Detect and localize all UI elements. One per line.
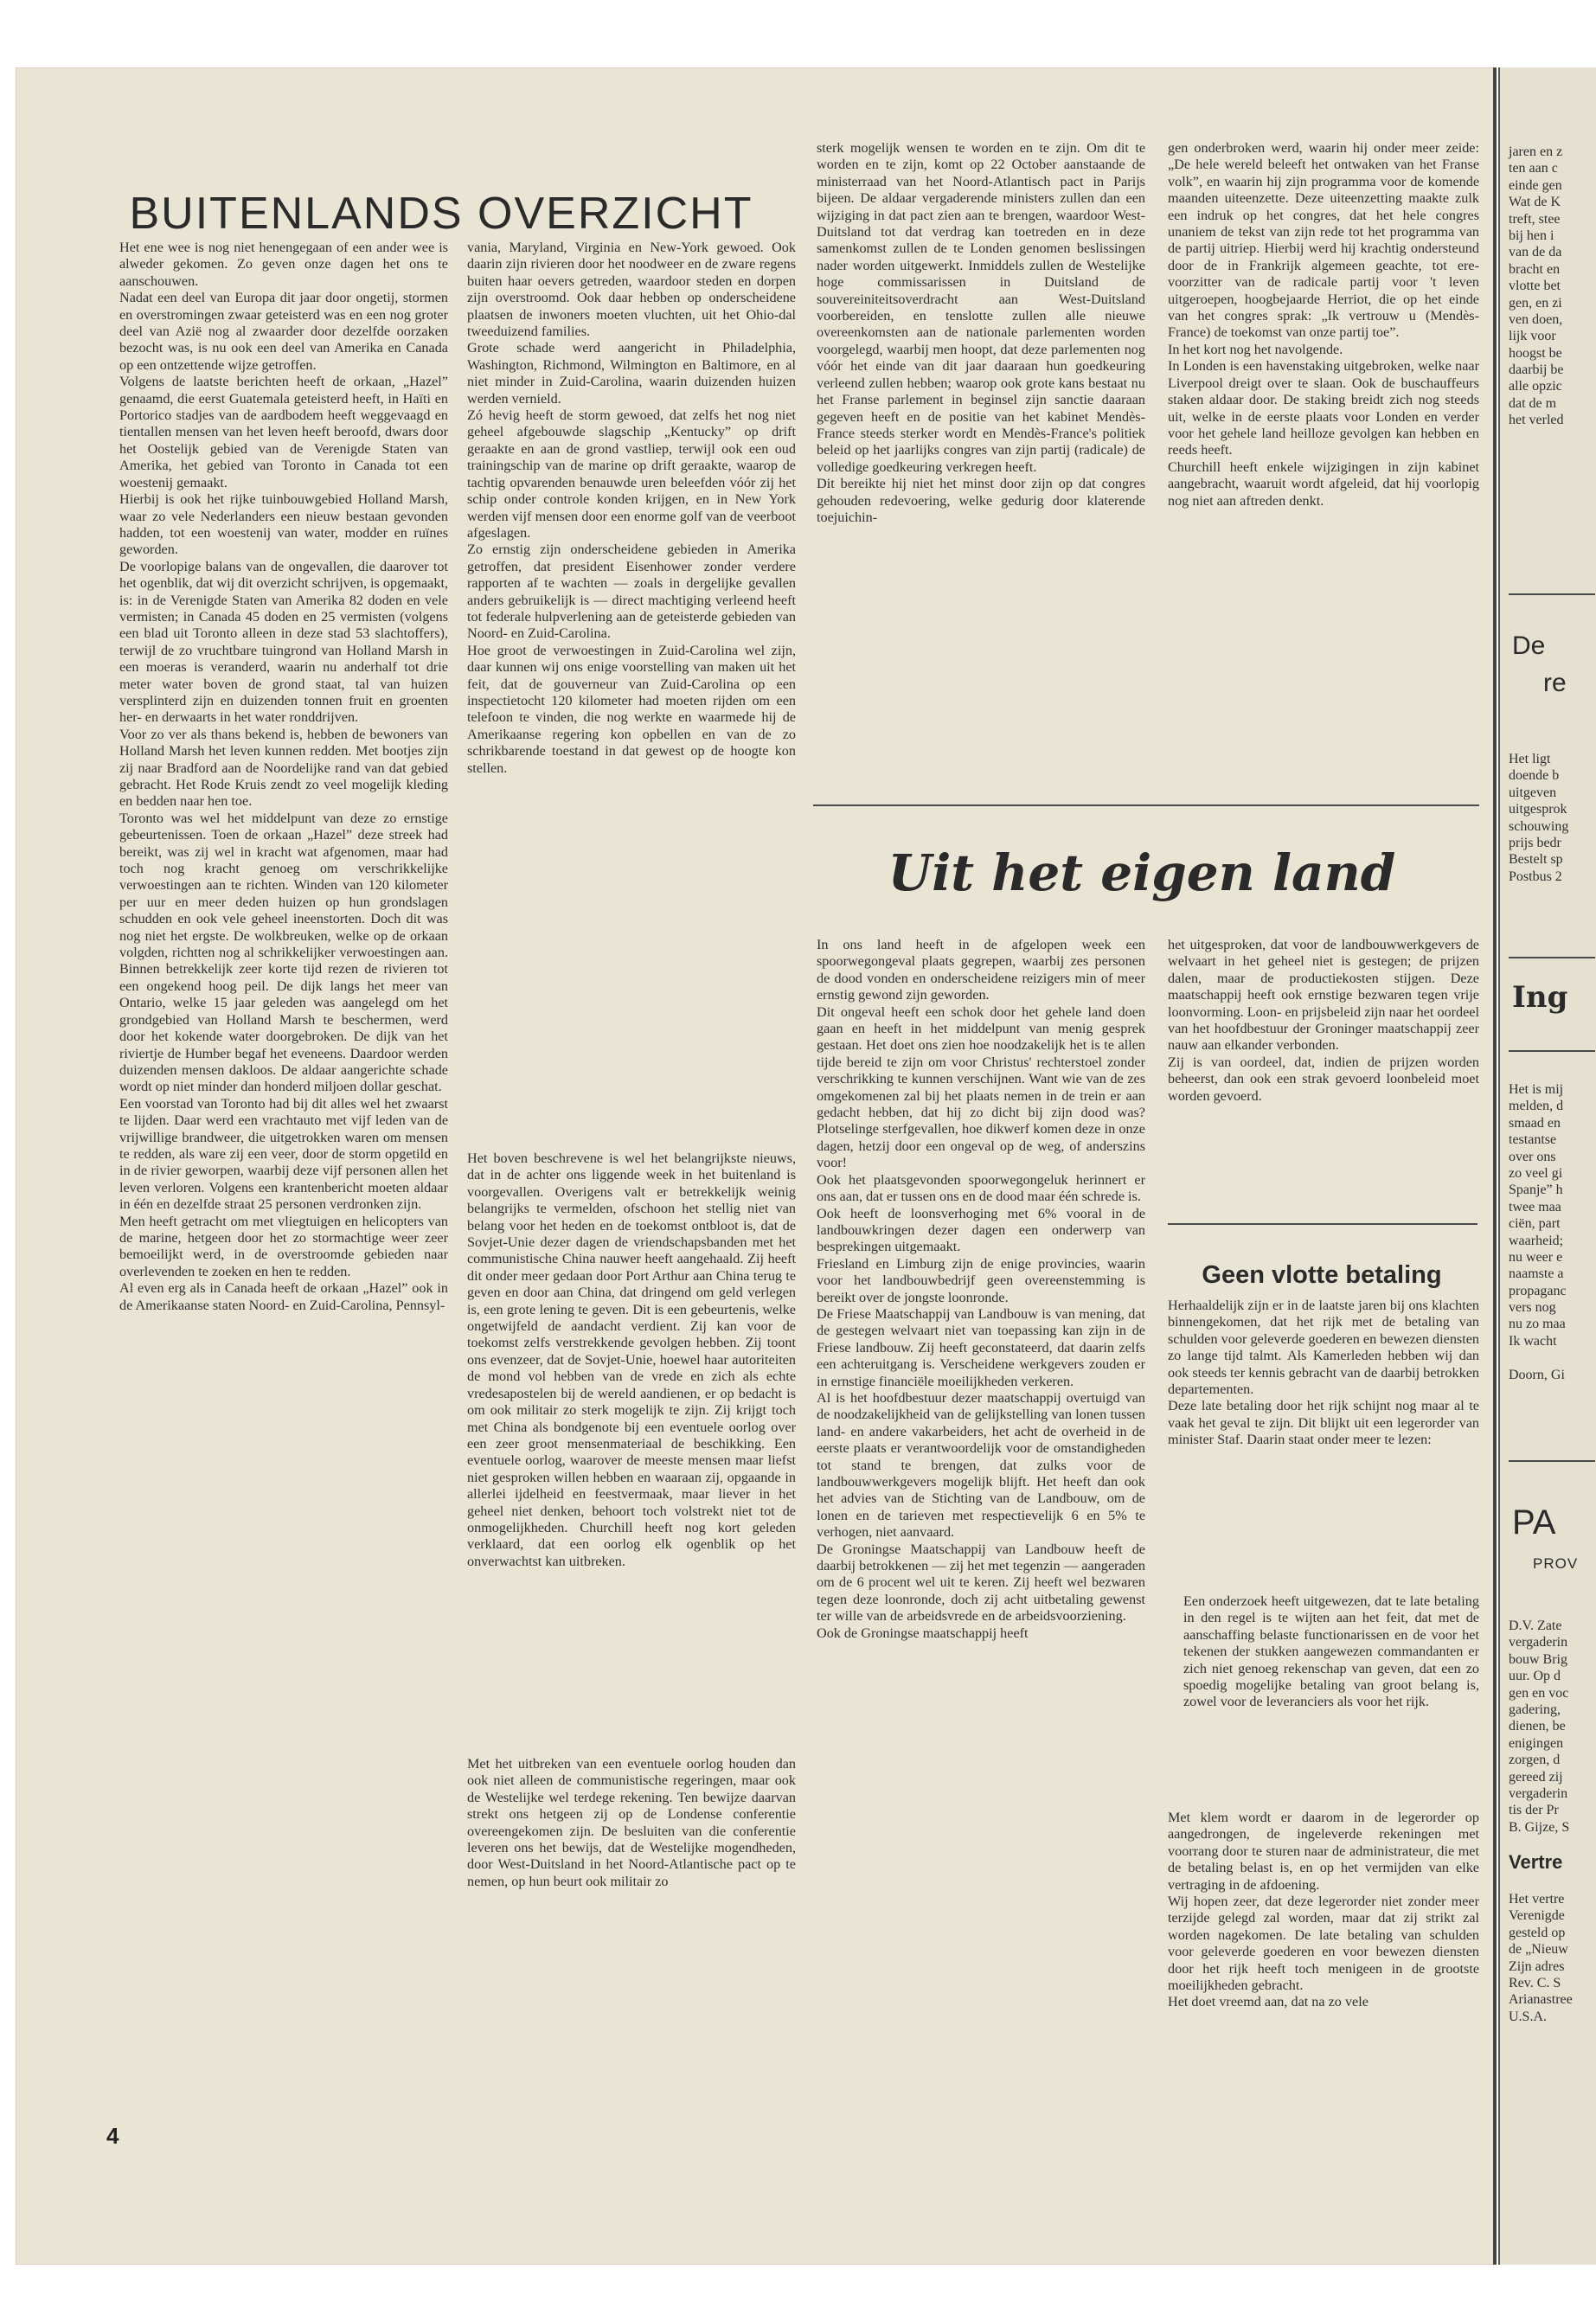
paragraph: gen onderbroken werd, waarin hij onder meer zeide: „De hele wereld beleeft het ontwaken van het Franse volk”, en waarin hij zijn programma voor de komende maanden uiteenzette. Deze uiteenzetting maakte zulk een indruk op het congres, dat het hele congres unaniem de tekst van zijn rede tot het programma van de partij uitriep. Hierbij werd hij krachtig ondersteund door de in Frankrijk algemeen geachte, tot ere-voorzitter van de radicale partij voor 't leven uitgeroepen, hoogbejaarde Herriot, die op het einde van het congres sprak: „Ik vertrouw u (Mendès-France) de toekomst van onze partij toe”. xyxy=(1168,140,1479,341)
np-text-line: ten aan c xyxy=(1509,161,1558,176)
np-text-line: vergaderin xyxy=(1509,1785,1568,1801)
paragraph: Herhaaldelijk zijn er in de laatste jaren bij ons klachten binnengekomen, dat het rijk met de betaling van schulden voor geleverde goederen en bewezen diensten zo lange tijd talmt. Als Kamerleden hebben wij dan ook steeds ter kennis gebracht van de daarbij betrokken departementen. xyxy=(1168,1298,1479,1398)
np-text-line: gadering, xyxy=(1509,1702,1561,1717)
paragraph: Volgens de laatste berichten heeft de orkaan, „Hazel” genaamd, die eerst Guatemala geteisterd heeft, in Haïti en Portorico stadjes van de aardbodem heeft weggevaagd en tientallen mensen van het leven heeft beroofd, dwars door het Oostelijk gebied van de Verenigde Staten van Amerika, het gebied van Toronto in Canada tot een woestenij gemaakt. xyxy=(119,374,448,490)
paragraph: Al even erg als in Canada heeft de orkaan „Hazel” ook in de Amerikaanse staten Noord- en Zuid-Carolina, Pennsyl- xyxy=(119,1280,448,1313)
np-text-line: Verenigde xyxy=(1509,1908,1565,1924)
np-rule-3 xyxy=(1509,1050,1595,1052)
np-text-line: uitgesprok xyxy=(1509,802,1567,817)
np-text-line: Rev. C. S xyxy=(1509,1975,1561,1990)
np-lines-mid2 xyxy=(1509,1081,1596,1383)
section-divider xyxy=(813,804,1479,806)
np-text-line: schouwing xyxy=(1509,818,1569,834)
np-text-line: Wat de K xyxy=(1509,195,1561,210)
np-text-line: nu zo maa xyxy=(1509,1317,1566,1332)
np-text-line: enigingen xyxy=(1509,1735,1564,1751)
column-2b xyxy=(467,1150,796,1721)
np-text-line: treft, stee xyxy=(1509,211,1561,227)
column-3 xyxy=(817,140,1145,798)
paragraph: het uitgesproken, dat voor de landbouwwerkgevers de welvaart in het geheel niet is gestegen; de prijzen dalen, maar de productiekosten stijgen. Deze maatschappij heeft ook ernstige bezwaren tegen vrije loonvorming. Loon- en prijsbeleid zijn naar het oordeel van het hoofdbestuur der Groninger maatschappij zeer nauw aan elkander verbonden. xyxy=(1168,937,1479,1054)
paragraph: Dit bereikte hij niet het minst door zijn op dat congres gehouden redevoering, welke gedurig door klaterende toejuichin- xyxy=(817,476,1145,525)
paragraph: Voor zo ver als thans bekend is, hebben de bewoners van Holland Marsh het leven kunnen redden. Met bootjes zijn zij naar Bradford aan de Noordelijke rand van dat gebied gebracht. Het Rode Kruis zendt zo veel mogelijk kleding en bedden naar hen toe. xyxy=(119,726,448,810)
paragraph: Zo ernstig zijn onderscheidene gebieden in Amerika getroffen, dat president Eisenhower zonder verdere rapporten af te wachten — zoals in dergelijke gevallen anders gebruikelijk is — direct machtiging verleend heeft tot federale hulpverlening aan de geteisterde gebieden van Noord- en Zuid-Carolina. xyxy=(467,542,796,642)
np-text-line: hoogst be xyxy=(1509,345,1562,361)
paragraph: De Friese Maatschappij van Landbouw is van mening, dat de gestegen welvaart niet van toepassing kan zijn in de Friese landbouw. Zij heeft geconstateerd, dat daarin zelfs een achteruitgang is. Verscheidene werkgevers zouden er in ernstige financiële moeilijkheden verkeren. xyxy=(817,1305,1145,1389)
np-text-line: bij hen i xyxy=(1509,228,1554,243)
paragraph: Zij is van oordeel, dat, indien de prijzen worden beheerst, dan ook een strak gevoerd loonbeleid moet worden gevoerd. xyxy=(1168,1054,1479,1104)
np-text-line: waarheid; xyxy=(1509,1233,1564,1248)
np-text-line: Ik wacht xyxy=(1509,1333,1557,1349)
np-text-line: gesteld op xyxy=(1509,1925,1566,1940)
np-heading-de: De xyxy=(1512,631,1546,660)
np-text-line: bracht en xyxy=(1509,261,1561,277)
np-lines-mid1 xyxy=(1509,751,1596,885)
np-text-line: Postbus 2 xyxy=(1509,868,1562,884)
paragraph: Het boven beschrevene is wel het belangrijkste nieuws, dat in de achter ons liggende week in het buitenland is voorgevallen. Overigens valt er betrekkelijk weinig belangrijks te vermelden, ofschoon het stellig niet van belang voor het heden en de toekomst ontbloot is, dat de Sovjet-Unie dezer dagen de vriendschapsbanden met het communistische China nauwer heeft aangehaald. Zij heeft dit onder meer gedaan door Port Arthur aan China terug te geven en door aan China, dat dringend om geld verlegen is, een grote lening te geven. Dit is een gebeurtenis, welke ongetwijfeld de aandacht verdient. Zij kan voor de toekomst zelfs verstrekkende gevolgen hebben. Zij toont ons evenzeer, dat de Sovjet-Unie, hoewel haar autoriteiten de mond vol hebben van de vrede en zich als echte vredesapostelen bij de wereld aandienen, er op bedacht is om ook militair zo sterk mogelijk te zijn. Zij krijgt toch met China als bondgenote bij een eventuele oorlog over een zeer groot mensenmateriaal de beschikking. Een eventuele oorlog, waarover de meeste mensen maar liefst niet gesproken willen hebben en waaraan zij, opgaande in allerlei ijdelheid en feestvermaak, maar liever in het geheel niet denken, behoort toch volstrekt niet tot de onmogelijkheden. Churchill heeft nog kort geleden verklaard, dat een oorlog elk ogenblik op het onverwachtst kan uitbreken. xyxy=(467,1150,796,1569)
np-text-line: uitgeven xyxy=(1509,785,1557,800)
np-text-line: Spanje” h xyxy=(1509,1183,1563,1198)
paragraph: Een voorstad van Toronto had bij dit alles wel het zwaarst te lijden. Daar werd een vrachtauto met vijf leden van de vrijwillige brandweer, die uitgetrokken waren om mensen te redden, als ware zij een veer, door de storm opgetild en in de rivier geworpen, waarbij deze vijf personen allen het leven verloren. Volgens een krantenbericht moeten aldaar in één en dezelfde straat 25 personen verdronken zijn. xyxy=(119,1095,448,1213)
headline: BUITENLANDS OVERZICHT xyxy=(129,188,753,239)
np-text-line: Het vertre xyxy=(1509,1892,1565,1907)
quote-block xyxy=(1183,1593,1479,1801)
np-text-line: zorgen, d xyxy=(1509,1753,1561,1768)
paragraph: Met het uitbreken van een eventuele oorlog houden dan ook niet alleen de communistische regeringen, maar ook de Westelijke wel terdege rekening. Ten bewijze daarvan strekt ons hetgeen zij op de Londense conferentie overeengekomen zijn. De besluiten van die conferentie leveren ons het bewijs, dat de Westelijke mogendheden, door West-Duitsland in het Noord-Atlantische pact op te nemen, op hun beurt ook militair zo xyxy=(467,1756,796,1889)
section-title: Uit het eigen land xyxy=(888,843,1396,902)
np-heading-pa: PA xyxy=(1512,1503,1556,1541)
np-text-line: gen, en zi xyxy=(1509,295,1562,311)
np-text-line: D.V. Zate xyxy=(1509,1618,1562,1633)
np-text-line: lijk voor xyxy=(1509,329,1556,344)
paragraph: Dit ongeval heeft een schok door het gehele land doen gaan en heeft in het middelpunt van menig gesprek gestaan. Het doet ons zien hoe noodzakelijk het is te allen tijde bereid te zijn om voor Christus' rechterstoel zonder verschrikking te kunnen verschijnen. Want wie van de zes omgekomenen zal bij het plaats nemen in de trein er aan gedacht hebben, dat hij zo dicht bij zijn dood was? Plotselinge sterfgevallen, hoe dikwerf komen deze in onze dagen, hetzij door een ongeval op de weg, of anderszins voor! xyxy=(817,1003,1145,1171)
paragraph: Al is het hoofdbestuur dezer maatschappij overtuigd van de noodzakelijkheid van de gelijkstelling van lonen tussen land- en andere vakarbeiders, het acht de overheid in de eerste plaats er verantwoordelijk voor de omstandigheden tot stand te brengen, dat zulks voor de landbouwwerkgevers mogelijk blijft. Het heeft dan ook het advies van de Stichting van de Landbouw, om de lonen en de tarieven met respectievelijk 6 en 5% te verhogen, niet aanvaard. xyxy=(817,1389,1145,1541)
column-6c xyxy=(1168,1810,1479,2143)
paragraph: In Londen is een havenstaking uitgebroken, welke naar Liverpool dreigt over te slaan. Ook de buschauffeurs staken aldaar door. De staking breidt zich nog steeds uit, welke in de eerste plaats voor Londen en verder voor het gehele land heilloze gevolgen kan hebben en reeds heeft. xyxy=(1168,358,1479,458)
column-2c xyxy=(467,1756,796,1912)
np-text-line: Bestelt sp xyxy=(1509,852,1563,868)
paragraph: Wij hopen zeer, dat deze legerorder niet zonder meer terzijde gelegd zal worden, maar dat zij strikt zal worden nagekomen. De late betaling van schulden voor geleverde goederen en voor bewezen diensten door het rijk heeft toch menigeen in de grootste moeilijkheden gebracht. xyxy=(1168,1894,1479,1994)
np-text-line: de „Nieuw xyxy=(1509,1942,1568,1958)
paragraph: Grote schade werd aangericht in Philadelphia, Washington, Richmond, Wilmington en Baltimore, en al niet minder in Zuid-Carolina, waarin duizenden huizen werden vernield. xyxy=(467,340,796,407)
paragraph: Men heeft getracht om met vliegtuigen en helicopters van de marine, hetgeen door het zo stormachtige weer zeer bemoeilijkt werd, in de overstroomde gebieden naar overlevenden te zoeken en hen te redden. xyxy=(119,1213,448,1279)
column-5 xyxy=(817,937,1145,2139)
np-text-line: testantse xyxy=(1509,1132,1557,1148)
np-heading-vertr: Vertre xyxy=(1509,1851,1563,1873)
np-text-line: doende b xyxy=(1509,768,1560,784)
np-heading-ing: Ing xyxy=(1512,980,1568,1015)
np-heading-re: re xyxy=(1543,669,1567,697)
np-text-line: bouw Brig xyxy=(1509,1651,1567,1667)
paragraph: Met klem wordt er daarom in de legerorder op aangedrongen, de ingeleverde rekeningen met voorrang door te sturen naar de administrateur, die met de betaling belast is, en op het vermijden van elke vertraging in de afdoening. xyxy=(1168,1810,1479,1893)
np-rule-4 xyxy=(1509,1460,1595,1462)
quote-text: Een onderzoek heeft uitgewezen, dat te late betaling in den regel is te wijten aan het feit, dat met de aanschaffing belaste functionarissen en de voor het tekenen der stukken aangewezen commandanten er zich niet genoeg rekenschap van geven, dat een zo spoedig mogelijke betaling van groot belang is, zowel voor de leveranciers als voor het rijk. xyxy=(1183,1593,1479,1710)
np-text-line: B. Gijze, S xyxy=(1509,1819,1570,1835)
column-1 xyxy=(119,240,448,2082)
paragraph: Zó hevig heeft de storm gewoed, dat zelfs het nog niet geheel afgebouwde slagschip „Kentucky” op drift geraakte en aan de grond vastliep, terwijl ook een oud trainingschip van de marine op drift geraakte, waarop de tachtig opvarenden benauwde uren beleefden vóór zij het schip onder controle konden krijgen, en in New York werden vijf mensen door een enorme golf van de veerboot afgeslagen. xyxy=(467,407,796,541)
paragraph: In ons land heeft in de afgelopen week een spoorwegongeval plaats gegrepen, waarbij zes personen de dood vonden en onderscheidene reizigers min of meer ernstig gewond zijn geworden. xyxy=(817,937,1145,1003)
np-text-line: gen en voc xyxy=(1509,1685,1569,1701)
paragraph: In het kort nog het navolgende. xyxy=(1168,341,1343,357)
subsection-divider xyxy=(1168,1223,1477,1225)
np-text-line xyxy=(1509,1349,1596,1366)
np-text-line: daarbij be xyxy=(1509,362,1564,378)
np-text-line: einde gen xyxy=(1509,177,1562,193)
paragraph: De Groningse Maatschappij van Landbouw heeft de daarbij betrokkenen — zij het met tegenzin — aangeraden om de 6 procent wel uit te keren. Zij heeft wel bezwaren tegen deze loonronde, doch zij acht uitbetaling gewenst ter wille van de arbeidsvrede en de arbeidsvoorziening. xyxy=(817,1541,1145,1625)
np-text-line: uur. Op d xyxy=(1509,1669,1561,1684)
np-text-line: dienen, be xyxy=(1509,1719,1566,1734)
np-text-line: Het is mij xyxy=(1509,1082,1564,1097)
np-text-line: het verled xyxy=(1509,413,1564,428)
np-text-line: naamste a xyxy=(1509,1266,1564,1282)
paragraph: Ook de Groningse maatschappij heeft xyxy=(817,1625,1029,1641)
subhead: Geen vlotte betaling xyxy=(1202,1261,1442,1289)
np-text-line: smaad en xyxy=(1509,1115,1561,1131)
np-text-line: alle opzic xyxy=(1509,379,1562,394)
paragraph: Ook heeft de loonsverhoging met 6% vooral in de landbouwkringen dezer dagen een onderwerp van besprekingen uitgemaakt. xyxy=(817,1205,1145,1255)
np-text-line: Zijn adres xyxy=(1509,1958,1565,1974)
paragraph: Deze late betaling door het rijk schijnt nog maar al te vaak het geval te zijn. Dit blijkt uit een legerorder van minister Staf. Daarin staat onder meer te lezen: xyxy=(1168,1398,1479,1448)
np-text-line: prijs bedr xyxy=(1509,835,1561,850)
adjacent-page-edge xyxy=(1498,67,1596,2265)
np-lines-bottom xyxy=(1509,1891,1596,2025)
np-text-line: zo veel gi xyxy=(1509,1165,1563,1181)
column-4 xyxy=(1168,140,1479,798)
paragraph: vania, Maryland, Virginia en New-York gewoed. Ook daarin zijn rivieren door het noodweer en de zware regens buiten haar oevers getreden, waardoor steden en dorpen zijn overstroomd. Ook daar hebben op onderscheidene plaatsen de inwoners moeten vluchten, uit het Ohio-dal tweeduizend families. xyxy=(467,240,796,340)
np-lines-top xyxy=(1509,144,1596,429)
paragraph: Het doet vreemd aan, dat na zo vele xyxy=(1168,1994,1368,2010)
paragraph: sterk mogelijk wensen te worden en te zijn. Om dit te worden en te zijn, komt op 22 October aanstaande de ministerraad van het Noord-Atlantisch pact in Parijs bijeen. De aldaar vergaderende ministers zullen dan een wijziging in dat pact zien aan te brengen, waardoor West-Duitsland tot dat verdrag kan toetreden en in deze samenkomst zullen de te Londen genomen beslissingen nader worden uitgewerkt. Inmiddels zullen de Westelijke hoge commissarissen in Duitsland de souvereiniteitsoverdracht aan West-Duitsland voorbereiden, en tenslotte zullen alle nieuwe overeenkomsten aan de nationale parlementen worden voorgelegd, waarbij men hoopt, dat deze parlementen nog vóór het einde van dit jaar daaraan hun goedkeuring verleend zullen hebben; waarop ook grote kans bestaat nu het Franse parlement in beginsel zijn sanctie daaraan gegeven heeft en de positie van het kabinet Mendès-France steeds sterker wordt en Mendès-France's politiek beleid op het jaarlijks congres van zijn partij (radicale) de volledige goedkeuring verkregen heeft. xyxy=(817,140,1145,475)
np-lines-mid3 xyxy=(1509,1618,1596,1836)
np-text-line: propaganc xyxy=(1509,1283,1567,1298)
paragraph: Toronto was wel het middelpunt van deze zo ernstige gebeurtenissen. Toen de orkaan „Hazel” deze streek had bereikt, was zij wel in kracht wat afgenomen, maar had toch nog kracht genoeg om verschrikkelijke verwoestingen aan te richten. Winden van 120 kilometer per uur en meer deden huizen op hun grondslagen schudden en ook vele geheel ineenstorten. Doch dit was nog niet het ergste. De wolkbreuken, welke op de orkaan volgden, richtten nog al schrikkelijker verwoestingen aan. Binnen betrekkelijk zeer korte tijd rezen de rivieren tot een ongekend hoog peil. De dijk langs het meer van Ontario, welke 15 jaar geleden was aangelegd om het grondgebied van Holland Marsh te beschermen, werd door het kokende water doorgebroken. De dijk van het riviertje de Humber begaf het eveneens. Daardoor werden duizenden mensen dakloos. De aldaar aangerichte schade wordt op niet minder dan honderd miljoen dollar geschat. xyxy=(119,810,448,1095)
np-text-line: vlotte bet xyxy=(1509,279,1561,294)
paragraph: Het ene wee is nog niet henengegaan of een ander wee is alweder gekomen. Zo geven onze dagen het ons te aanschouwen. xyxy=(119,240,448,289)
np-text-line: twee maa xyxy=(1509,1199,1561,1215)
column-2a xyxy=(467,240,796,1122)
np-text-line: Het ligt xyxy=(1509,752,1551,766)
np-text-line: ven doen, xyxy=(1509,311,1563,327)
column-6b xyxy=(1168,1298,1479,1583)
paragraph: De voorlopige balans van de ongevallen, die daarover tot het ogenblik, dat wij dit overzicht schrijven, is opgemaakt, is: in de Verenigde Staten van Amerika 82 doden en vele vermisten; in Canada 45 doden en 25 vermisten (volgens een blad uit Toronto alleen in deze stad 53 slachtoffers), terwijl de zo vruchtbare tuingrond van Holland Marsh in een moeras is veranderd, waarin nu anderhalf tot drie meter water boven de grond staat, tal van huizen versplinterd zijn en duizenden tonnen fruit en groenten her- en derwaarts in het water ronddrijven. xyxy=(119,558,448,726)
np-rule-1 xyxy=(1509,593,1595,595)
np-text-line: U.S.A. xyxy=(1509,2009,1548,2024)
np-text-line: ciën, part xyxy=(1509,1216,1561,1232)
paragraph: Ook het plaatsgevonden spoorwegongeluk herinnert er ons aan, dat er tussen ons en de dood maar één schrede is. xyxy=(817,1171,1145,1205)
np-heading-prov: PROV xyxy=(1533,1555,1579,1572)
paragraph: Churchill heeft enkele wijzigingen in zijn kabinet aangebracht, waaruit wordt afgeleid, dat hij voorlopig nog niet aan aftreden denkt. xyxy=(1168,458,1479,509)
page-number: 4 xyxy=(106,2123,119,2149)
np-text-line: nu weer e xyxy=(1509,1249,1563,1265)
np-text-line: dat de m xyxy=(1509,395,1557,411)
paragraph: Friesland en Limburg zijn de enige provincies, waarin voor het landbouwbedrijf geen overeenstemming is bereikt over de jongste loonronde. xyxy=(817,1255,1145,1305)
np-text-line: van de da xyxy=(1509,245,1562,260)
np-text-line: over ons xyxy=(1509,1149,1556,1164)
np-text-line: Doorn, Gi xyxy=(1509,1367,1565,1382)
np-text-line: jaren en z xyxy=(1509,144,1563,159)
np-rule-2 xyxy=(1509,957,1595,958)
np-text-line: vergaderin xyxy=(1509,1635,1568,1650)
page-gutter xyxy=(1493,67,1497,2265)
paragraph: Hoe groot de verwoestingen in Zuid-Carolina wel zijn, daar kunnen wij ons enige voorstelling van maken uit het feit, dat de gouverneur van Zuid-Carolina op een inspectietocht 120 kilometer had moeten rijden om een telefoon te vinden, die nog werkte en waarmede hij de Amerikaanse regering kon opbellen en van de zo schrikbarende toestand in dat gewest op de hoogte kon stellen. xyxy=(467,642,796,776)
np-text-line: tis der Pr xyxy=(1509,1803,1559,1818)
np-text-line: vers nog xyxy=(1509,1300,1556,1316)
column-6a xyxy=(1168,937,1479,1222)
np-text-line: melden, d xyxy=(1509,1099,1564,1114)
paragraph: Nadat een deel van Europa dit jaar door ongetij, stormen en overstromingen zwaar geteisterd was en een nog groter deel van Azië nog al zwaarder door dezelfde oorzaken bezocht was, is nu ook een deel van Amerika en Canada op een ontzettende wijze getroffen. xyxy=(119,290,448,373)
paragraph: Hierbij is ook het rijke tuinbouwgebied Holland Marsh, waar zo vele Nederlanders een nieuw bestaan gevonden hadden, tot een woestenij van water, modder en ruïnes geworden. xyxy=(119,491,448,558)
np-text-line: gereed zij xyxy=(1509,1769,1563,1785)
np-text-line: Arianastree xyxy=(1509,1992,1573,2008)
